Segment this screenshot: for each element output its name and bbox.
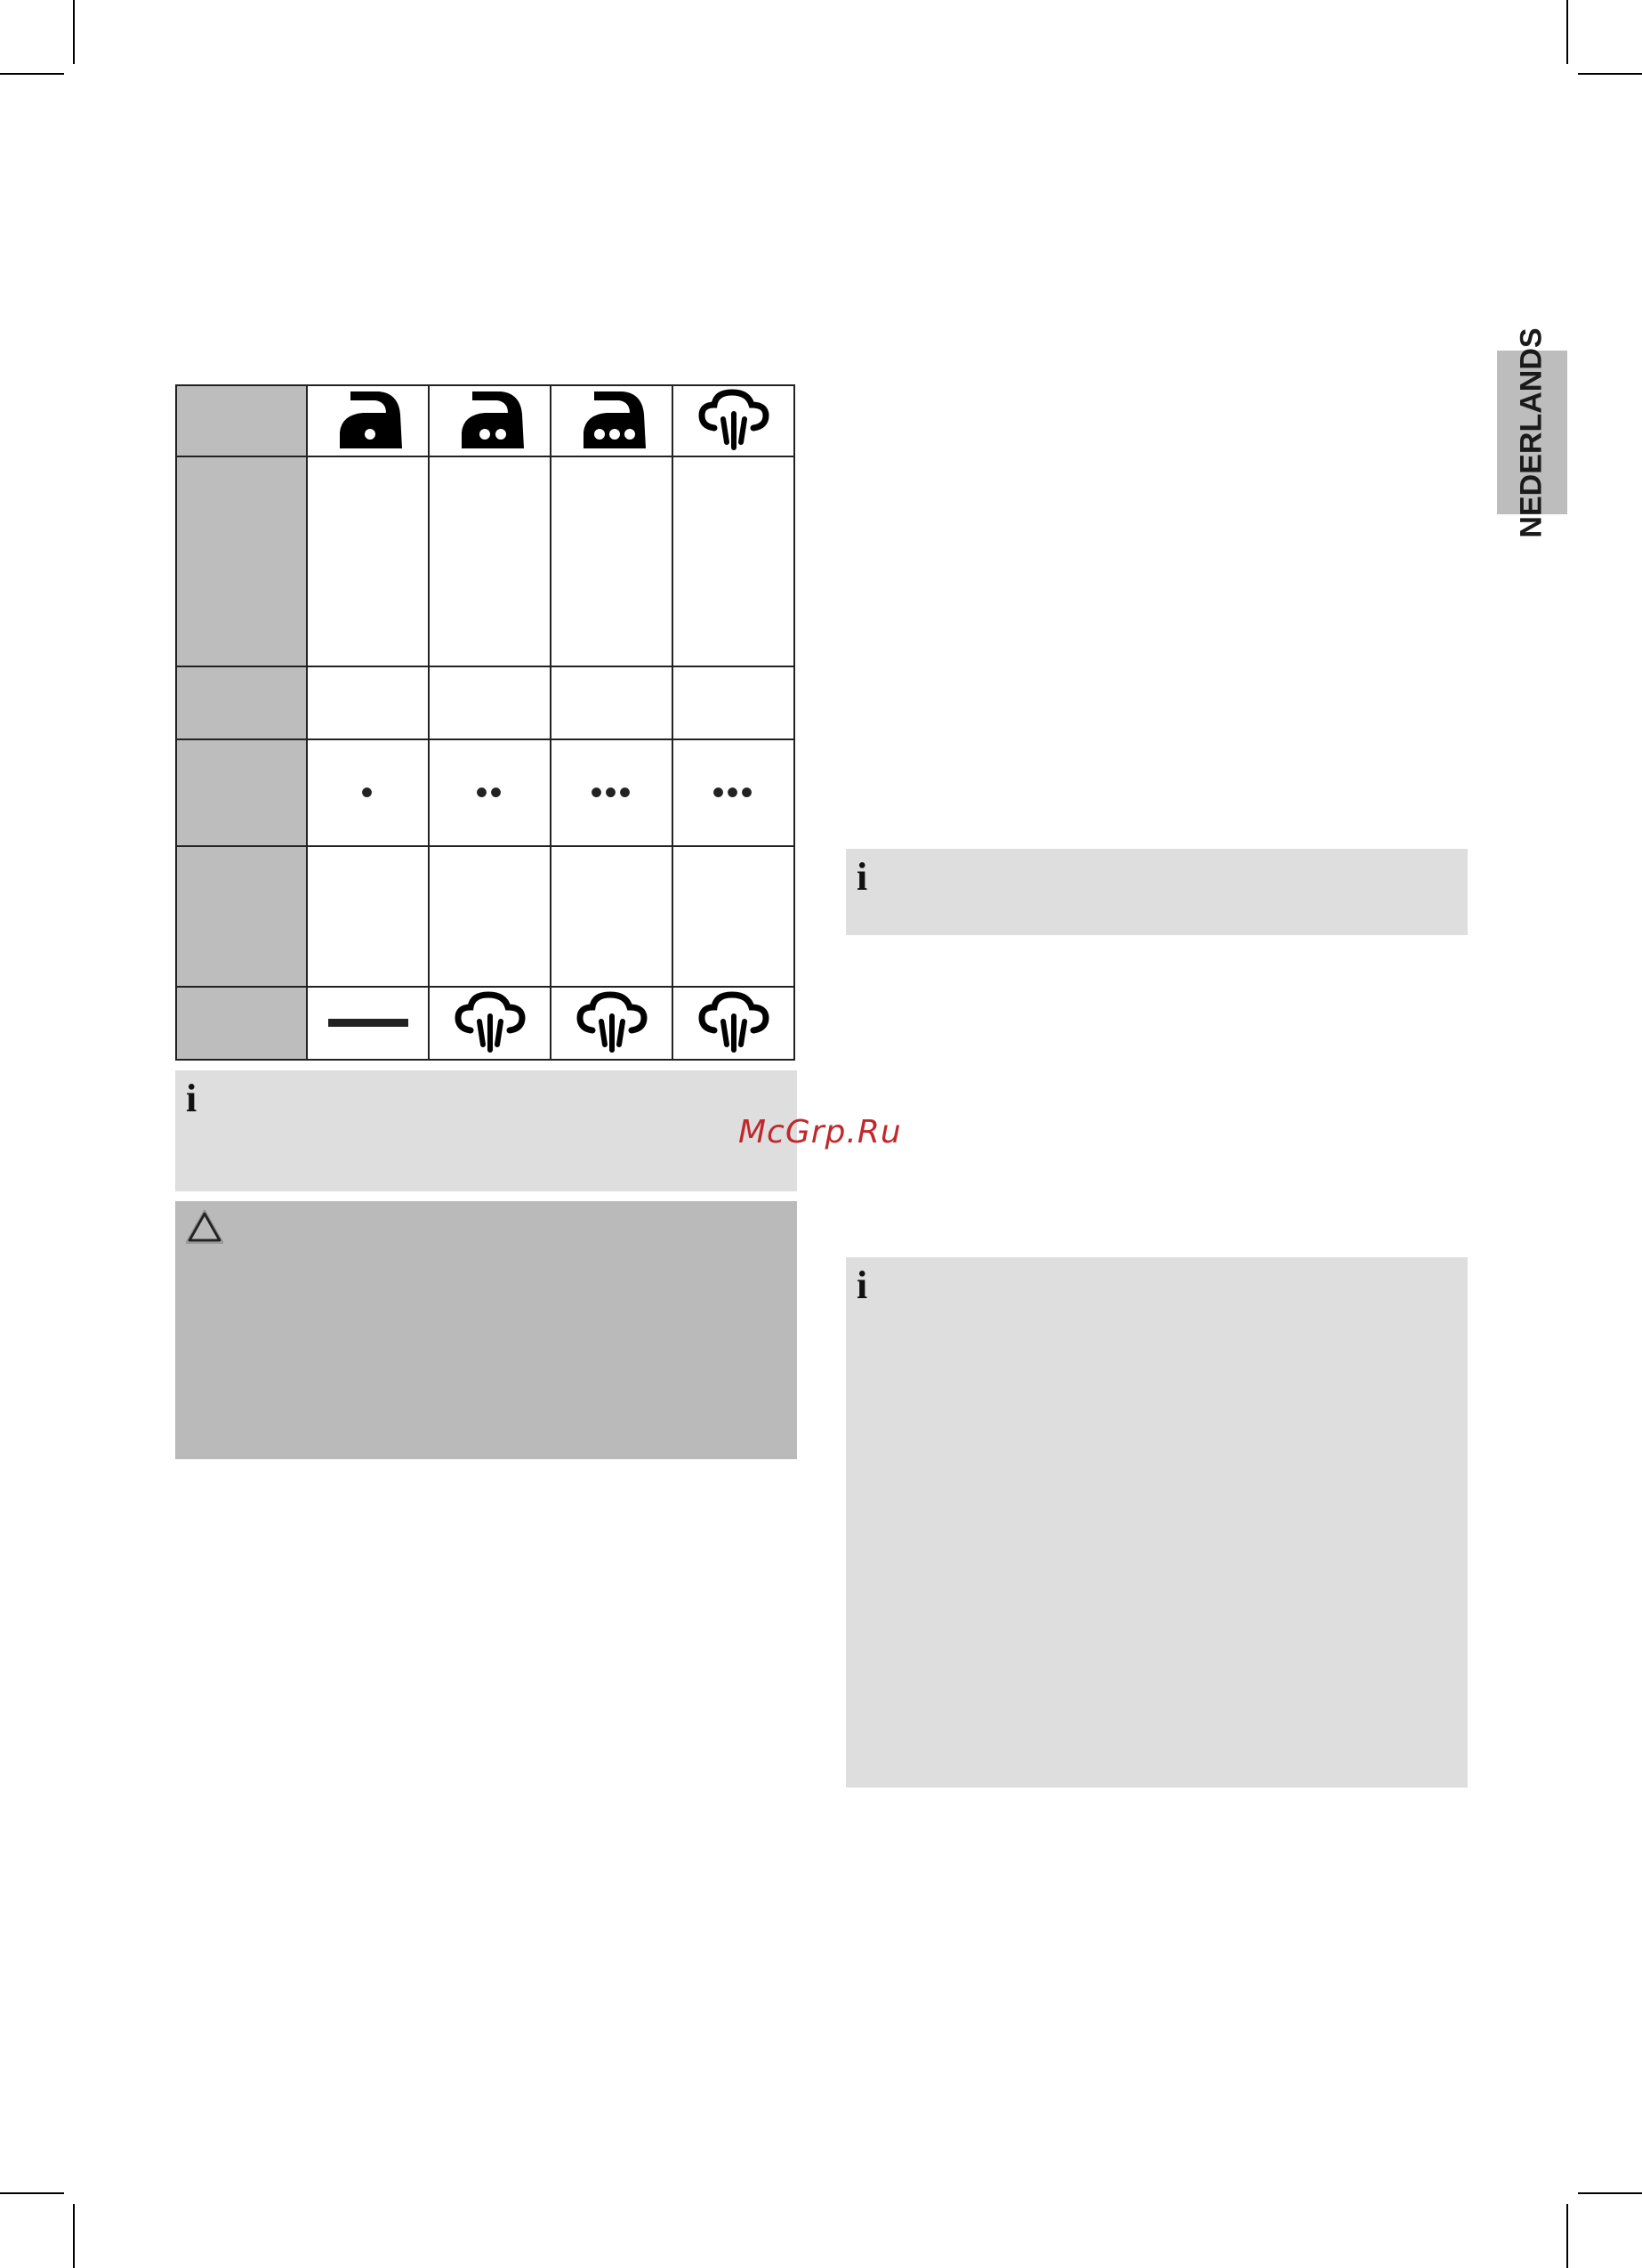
temperature-dots: •: [360, 773, 375, 812]
table-cell: [551, 987, 672, 1060]
info-icon: i: [857, 855, 868, 899]
warning-triangle-icon: [186, 1210, 223, 1244]
table-cell: [307, 666, 429, 739]
no-steam-dash: [328, 1019, 408, 1027]
iron-two-dots-icon: [453, 388, 527, 450]
crop-mark: [1566, 0, 1568, 64]
table-cell: [429, 666, 551, 739]
table-cell: [551, 385, 672, 456]
watermark: McGrp.Ru: [738, 1114, 902, 1150]
table-cell: [307, 456, 429, 666]
crop-mark: [73, 2204, 75, 2268]
table-cell: [672, 987, 794, 1060]
table-cell: [672, 846, 794, 987]
table-cell: [551, 456, 672, 666]
table-row: [176, 666, 794, 739]
table-row: [176, 456, 794, 666]
table-cell: [429, 987, 551, 1060]
table-cell: [551, 739, 672, 846]
crop-mark: [0, 2192, 64, 2194]
warning-note-left: [175, 1201, 797, 1459]
temperature-dots: ••: [475, 773, 504, 812]
ironing-settings-table: [175, 384, 795, 1061]
table-cell: [551, 846, 672, 987]
info-icon: i: [857, 1263, 868, 1307]
table-cell: [307, 385, 429, 456]
temperature-dots: •••: [712, 773, 755, 812]
info-note-right-bottom: [846, 1257, 1468, 1788]
table-cell: [307, 987, 429, 1060]
steam-icon: [696, 387, 771, 451]
crop-mark: [0, 73, 64, 75]
crop-mark: [1578, 2192, 1642, 2194]
row-header: [176, 846, 307, 987]
row-header: [176, 666, 307, 739]
iron-one-dot-icon: [331, 388, 406, 450]
steam-icon: [453, 989, 527, 1053]
steam-icon: [696, 989, 771, 1053]
temperature-dots: •••: [590, 773, 633, 812]
table-cell: [551, 666, 672, 739]
table-cell: [672, 739, 794, 846]
table-cell: [307, 739, 429, 846]
row-header: [176, 456, 307, 666]
row-header: [176, 987, 307, 1060]
table-row: [176, 987, 794, 1060]
table-row: [176, 846, 794, 987]
table-cell: [672, 385, 794, 456]
table-row: [176, 739, 794, 846]
info-note-left: [175, 1070, 797, 1191]
table-cell: [307, 846, 429, 987]
crop-mark: [1578, 73, 1642, 75]
language-tab: [1497, 327, 1567, 538]
language-tab-label: NEDERLANDS: [1515, 327, 1549, 538]
info-icon: i: [186, 1077, 197, 1120]
table-cell: [429, 739, 551, 846]
table-cell: [429, 385, 551, 456]
info-note-right-top: [846, 849, 1468, 935]
table-row: [176, 385, 794, 456]
table-cell: [672, 456, 794, 666]
table-cell: [429, 846, 551, 987]
iron-three-dots-icon: [575, 388, 649, 450]
crop-mark: [73, 0, 75, 64]
row-header: [176, 739, 307, 846]
row-header: [176, 385, 307, 456]
crop-mark: [1566, 2204, 1568, 2268]
table-cell: [429, 456, 551, 666]
table-cell: [672, 666, 794, 739]
steam-icon: [575, 989, 649, 1053]
